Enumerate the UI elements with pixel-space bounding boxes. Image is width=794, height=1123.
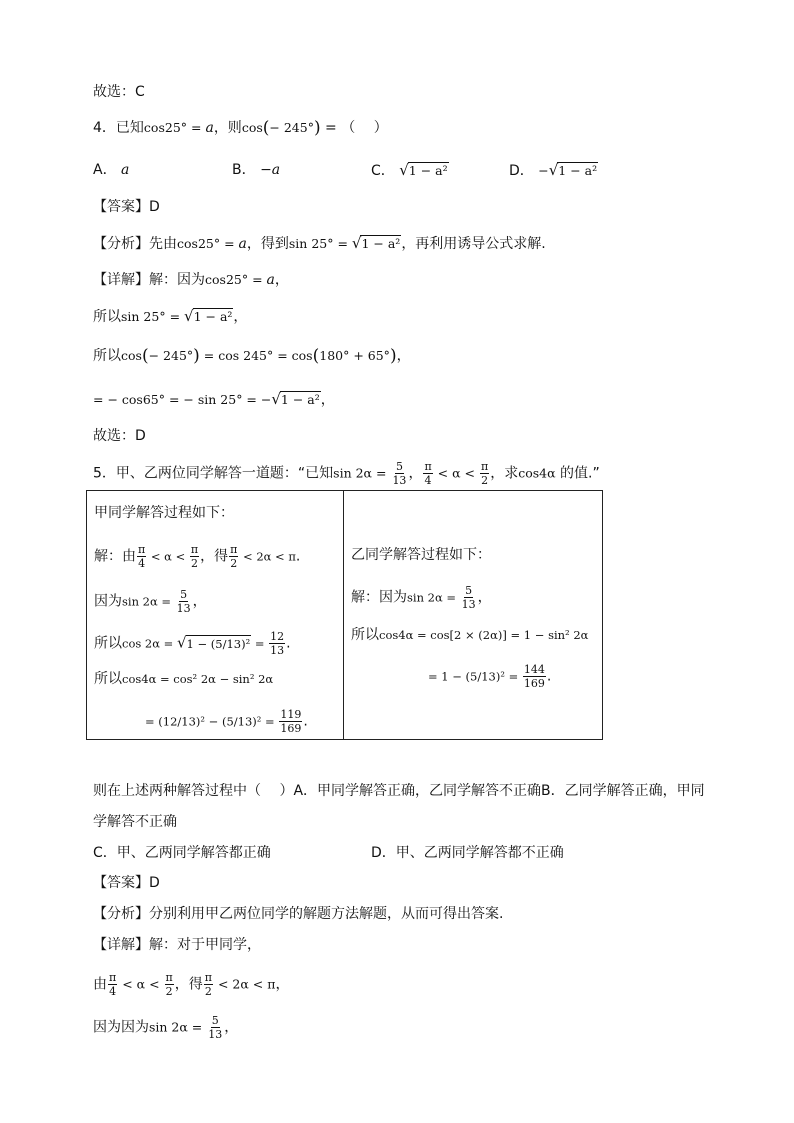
- q4-number: 4．已知: [93, 120, 144, 136]
- analysis-4-tail: ，再利用诱导公式求解.: [401, 236, 546, 252]
- jia-l3-end: .: [286, 635, 291, 652]
- detail-5: 【详解】解：对于甲同学，: [93, 937, 261, 953]
- answer-choice-prev: 故选：C: [93, 84, 145, 100]
- detail-4-tail: ，: [274, 272, 289, 288]
- analysis-4-eq2: sin 25° =: [288, 236, 352, 251]
- jia-line-1: [94, 544, 300, 569]
- yi-l1-frac: $\frac{5}{13}$: [461, 584, 476, 611]
- step-5-1-frac1: $\frac{\pi}{4}$: [109, 971, 117, 998]
- q4-cos: cos: [241, 120, 263, 135]
- jia-l1-frac3: $\frac{\pi}{2}$: [230, 543, 238, 570]
- option-b-value: −a: [260, 162, 281, 178]
- q5-tail: 的值.”: [555, 465, 600, 482]
- step-5-1: [93, 972, 289, 997]
- step-4-1-pre: 所以: [93, 309, 121, 325]
- option-d-value: 1 − a²: [558, 163, 598, 178]
- step-5-1-tail: ，: [275, 976, 290, 993]
- question-5: [93, 461, 600, 486]
- solution-comparison-table: [86, 490, 603, 740]
- jia-line-2: [94, 589, 207, 614]
- jia-l1-frac2: $\frac{\pi}{2}$: [190, 543, 199, 570]
- jia-title: 甲同学解答过程如下：: [94, 505, 234, 521]
- step-4-2: 所以cos(− 245°) = cos 245° = cos(180° + 65°)，: [93, 346, 411, 366]
- step-4-2-angle2: 180° + 65°: [319, 348, 390, 363]
- q5-sin: sin 2α =: [333, 465, 391, 481]
- step-5-2-tail: ，: [224, 1019, 239, 1036]
- option-a: [93, 160, 129, 180]
- jia-l3-frac: $\frac{12}{13}$: [270, 630, 285, 657]
- step-4-1-eq: sin 25° =: [121, 309, 185, 324]
- answer-choice-4: 故选：D: [93, 428, 146, 444]
- jia-l3-eq: =: [251, 636, 269, 651]
- detail-4-pre: 【详解】解：因为: [93, 272, 205, 288]
- jia-l5-end: .: [303, 713, 308, 730]
- step-4-1-radical: 1 − a²: [193, 309, 233, 324]
- yi-line-3: [428, 664, 551, 689]
- jia-l5-eq: = (12/13)² − (5/13)² =: [145, 714, 279, 729]
- step-4-2-cos: cos: [121, 348, 142, 363]
- option-a-label: A．: [93, 162, 117, 178]
- q5-options-line-1: 则在上述两种解答过程中（ ）A．甲同学解答正确，乙同学解答不正确B．乙同学解答正确，甲同: [93, 783, 705, 799]
- jia-line-5: [145, 709, 308, 734]
- jia-l2-pre: 因为: [94, 593, 122, 610]
- q5-ineq: < α <: [433, 465, 479, 481]
- step-4-3-radical: 1 − a²: [280, 392, 320, 407]
- analysis-4-pre: 【分析】先由: [93, 236, 177, 252]
- q5-option-c: C．甲、乙两同学解答都正确: [93, 845, 271, 861]
- jia-l3-radical: 1 − (5/13)²: [186, 636, 251, 651]
- step-4-3-eq: = − cos65° = − sin 25° = −: [93, 392, 272, 407]
- q4-angle: − 245°: [269, 120, 314, 135]
- jia-l1-ineq2: < 2α < π: [239, 549, 296, 564]
- jia-l4-pre: 所以: [94, 671, 122, 687]
- q5-frac-pi-2: $\frac{\pi}{2}$: [480, 460, 489, 487]
- step-5-2-sin: sin 2α =: [149, 1019, 207, 1035]
- question-4: 4．已知cos25° = a，则cos(− 245°) = （ ）: [93, 118, 388, 138]
- option-c-label: C．: [371, 163, 395, 179]
- option-c-value: 1 − a²: [408, 163, 448, 178]
- option-a-value: a: [121, 162, 130, 178]
- jia-l5-frac: $\frac{119}{169}$: [280, 708, 302, 735]
- option-d-sign: −: [538, 163, 549, 178]
- jia-l1-end: .: [295, 548, 301, 565]
- yi-l1-pre: 解：因为: [351, 589, 407, 606]
- table-divider: [343, 491, 344, 739]
- q5-pre: 5．甲、乙两位同学解答一道题：“已知: [93, 465, 334, 482]
- yi-l2-eq: cos4α = cos[2 × (2α)] = 1 − sin² 2α: [379, 628, 589, 642]
- detail-4-eq: cos25° =: [205, 272, 267, 287]
- step-5-2: [93, 1015, 238, 1040]
- jia-l2-end: ，: [192, 593, 207, 610]
- analysis-4-mid: ，得到: [246, 236, 289, 252]
- jia-l3-pre: 所以: [94, 635, 122, 652]
- option-b: [232, 160, 280, 180]
- q5-mid: ，求: [490, 465, 519, 482]
- step-4-1-tail: ，: [233, 309, 248, 325]
- step-5-1-mid: ，得: [174, 976, 203, 993]
- yi-l1-sin: sin 2α =: [407, 590, 460, 605]
- jia-l1-mid: ，得: [200, 548, 229, 565]
- yi-l1-end: ，: [477, 589, 492, 606]
- jia-l1-ineq: < α <: [147, 549, 189, 564]
- option-d: D． −√1 − a²: [509, 161, 598, 179]
- yi-line-1: [351, 585, 492, 610]
- yi-title: 乙同学解答过程如下：: [351, 547, 491, 563]
- q5-option-d: D．甲、乙两同学解答都不正确: [371, 845, 564, 861]
- q5-options-line-2: 学解答不正确: [93, 814, 177, 830]
- step-5-1-frac3: $\frac{\pi}{2}$: [204, 971, 212, 998]
- q4-tail: = （ ）: [320, 120, 388, 136]
- step-4-2-tail: ，: [396, 348, 411, 364]
- step-5-1-ineq2: < 2α < π: [214, 976, 276, 992]
- jia-l1-frac1: $\frac{\pi}{4}$: [138, 543, 146, 570]
- option-d-label: D．: [509, 163, 534, 179]
- q5-frac-5-13: $\frac{5}{13}$: [392, 460, 407, 487]
- detail-4-a: a: [266, 272, 275, 288]
- q5-cos: cos4α: [518, 465, 556, 481]
- answer-4: 【答案】D: [93, 199, 160, 215]
- q4-mid: ，则: [213, 120, 242, 136]
- yi-l3-eq: = 1 − (5/13)² =: [428, 669, 522, 684]
- q5-comma: ，: [408, 465, 423, 482]
- q4-a: a: [205, 120, 214, 136]
- step-4-3-tail: ，: [320, 392, 335, 408]
- detail-4: [93, 270, 289, 290]
- analysis-4: 【分析】先由cos25° = a，得到sin 25° = √1 − a²，再利用诱导公式求解.: [93, 234, 546, 252]
- q4-given: cos25° =: [143, 120, 206, 135]
- jia-l3-cos: cos 2α =: [122, 636, 177, 651]
- jia-l4-eq: cos4α = cos² 2α − sin² 2α: [122, 672, 274, 686]
- step-4-3: = − cos65° = − sin 25° = −√1 − a²，: [93, 390, 335, 408]
- step-5-1-frac2: $\frac{\pi}{2}$: [165, 971, 173, 998]
- step-5-2-pre: 因为因为: [93, 1019, 149, 1036]
- jia-line-4: [94, 669, 273, 689]
- step-4-2-pre: 所以: [93, 348, 121, 364]
- option-c: C． √1 − a²: [371, 161, 448, 179]
- step-4-2-mid: = cos 245° = cos: [199, 348, 313, 363]
- yi-line-2: [351, 625, 588, 645]
- answer-5: 【答案】D: [93, 875, 160, 891]
- step-5-2-frac: $\frac{5}{13}$: [208, 1014, 223, 1041]
- jia-l2-frac: $\frac{5}{13}$: [176, 588, 191, 615]
- step-5-1-pre: 由: [93, 976, 107, 993]
- jia-l2-sin: sin 2α =: [122, 594, 175, 609]
- q5-frac-pi-4: $\frac{\pi}{4}$: [424, 460, 432, 487]
- analysis-4-eq1: cos25° =: [177, 236, 239, 251]
- step-5-1-ineq: < α <: [118, 976, 164, 992]
- option-b-label: B．: [232, 162, 256, 178]
- yi-l3-frac: $\frac{144}{169}$: [523, 663, 545, 690]
- step-4-2-angle: − 245°: [148, 348, 194, 363]
- jia-line-3: 所以cos 2α = √1 − (5/13)² = $\frac{12}{13}$ .: [94, 630, 291, 657]
- yi-l3-end: .: [546, 668, 552, 685]
- step-4-1: 所以sin 25° = √1 − a²，: [93, 307, 248, 325]
- yi-l2-pre: 所以: [351, 627, 379, 643]
- analysis-4-radical: 1 − a²: [361, 236, 401, 251]
- analysis-4-a: a: [238, 236, 247, 252]
- analysis-5: 【分析】分别利用甲乙两位同学的解题方法解题，从而可得出答案.: [93, 906, 504, 922]
- jia-l1-pre: 解：由: [94, 548, 136, 565]
